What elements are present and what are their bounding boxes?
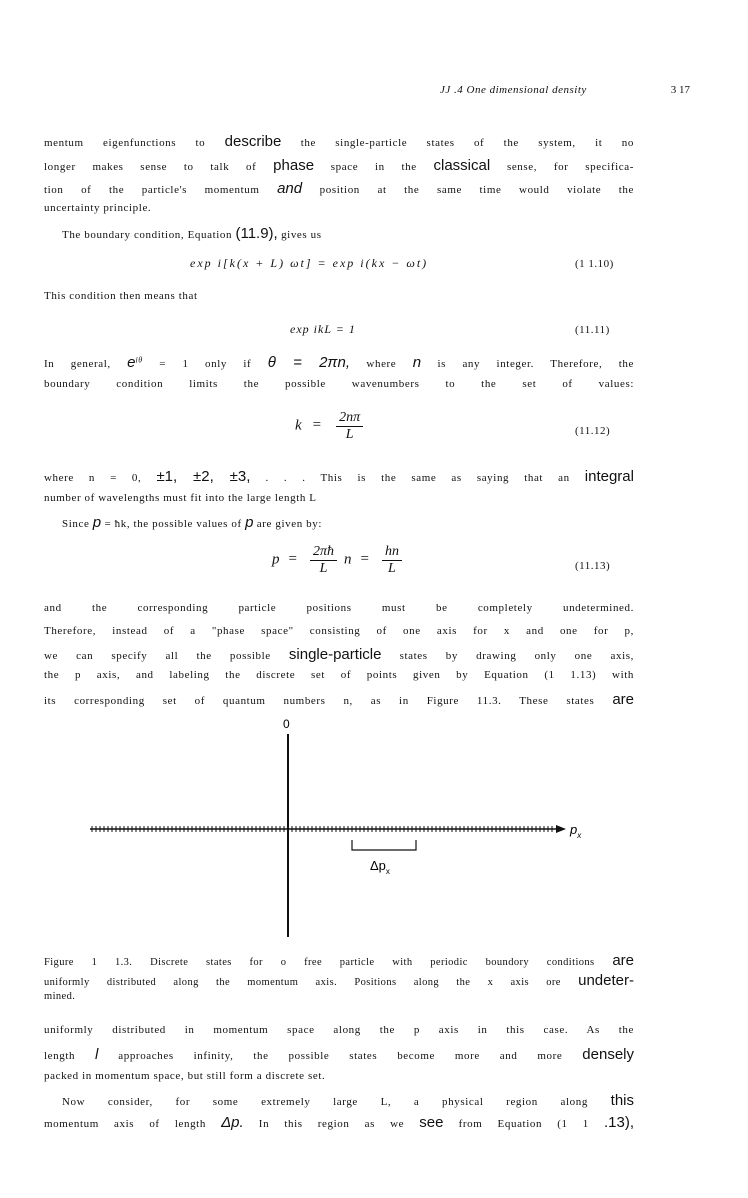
equation-number: (11.11) (575, 324, 610, 336)
figure-caption: Figure 1 1.3. Discrete states for o free particle with periodic boundory conditions are (44, 952, 634, 969)
body-line: its corresponding set of quantum numbers n, as in Figure 11.3. These states are (44, 691, 634, 708)
body-line: This condition then means that (44, 290, 198, 302)
body-line: number of wavelengths must fit into the large length L (44, 492, 317, 504)
figure-caption: mined. (44, 991, 76, 1002)
body-line: mentum eigenfunctions to describe the single-particle states of the system, it no (44, 133, 634, 150)
running-header (440, 84, 690, 96)
axis-label: $p_x$ (570, 822, 582, 840)
equation-11-11: exp ikL = 1 (290, 322, 356, 336)
body-line: Since p = ħk, the possible values of p are given by: (62, 514, 323, 531)
page-number: 3 17 (670, 84, 690, 96)
body-line: boundary condition limits the possible wavenumbers to the set of values: (44, 378, 634, 390)
figure-momentum-axis (0, 712, 748, 942)
body-line: the p axis, and labeling the discrete set of points given by Equation (1 1.13) with (44, 669, 634, 681)
body-line: where n = 0, ±1, ±2, ±3, . . . This is the same as saying that an integral (44, 468, 634, 485)
body-line: uncertainty principle. (44, 202, 152, 214)
body-line: tion of the particle's momentum and position at the same time would violate the (44, 180, 634, 197)
axis-arrow (556, 825, 566, 833)
equation-11-12: k = $\frac{2n\pi}{L}$ (295, 410, 367, 443)
body-line: uniformly distributed in momentum space along the p axis in this case. As the (44, 1024, 634, 1036)
body-line: length l approaches infinity, the possible states become more and more densely (44, 1046, 634, 1063)
figure-caption: uniformly distributed along the momentum axis. Positions along the x axis ore undeter- (44, 972, 634, 989)
body-line: we can specify all the possible single-particle states by drawing only one axis, (44, 646, 634, 663)
body-line: longer makes sense to talk of phase space in the classical sense, for specifica- (44, 157, 634, 174)
body-line: Therefore, instead of a "phase space" consisting of one axis for x and one for p, (44, 625, 634, 637)
equation-11-13: p = $\frac{2\pi ħ}{L}$ n = $\frac{hn}{L}$ (272, 544, 406, 577)
delta-label: $\Delta p_x$ (370, 858, 390, 876)
origin-label: 0 (283, 717, 290, 731)
body-line: momentum axis of length Δp. In this region as we see from Equation (1 1 .13), (44, 1114, 634, 1131)
body-line: Now consider, for some extremely large L, a physical region along this (62, 1092, 634, 1109)
body-line: In general, $e^{i\theta} = 1$ only if θ = 2πn, where n is any integer. Therefore, the (44, 354, 634, 371)
body-line: packed in momentum space, but still form a discrete set. (44, 1070, 326, 1082)
equation-number: (1 1.10) (575, 258, 614, 270)
delta-bracket (352, 840, 416, 850)
equation-11-10: exp i[k(x + L) ωt] = exp i(kx − ωt) (190, 256, 429, 270)
header-title: JJ .4 One dimensional density (440, 84, 587, 96)
equation-number: (11.13) (575, 560, 611, 572)
equation-number: (11.12) (575, 425, 611, 437)
body-line: and the corresponding particle positions must be completely undetermined. (44, 602, 634, 614)
body-line: The boundary condition, Equation (11.9), gives us (62, 225, 322, 242)
